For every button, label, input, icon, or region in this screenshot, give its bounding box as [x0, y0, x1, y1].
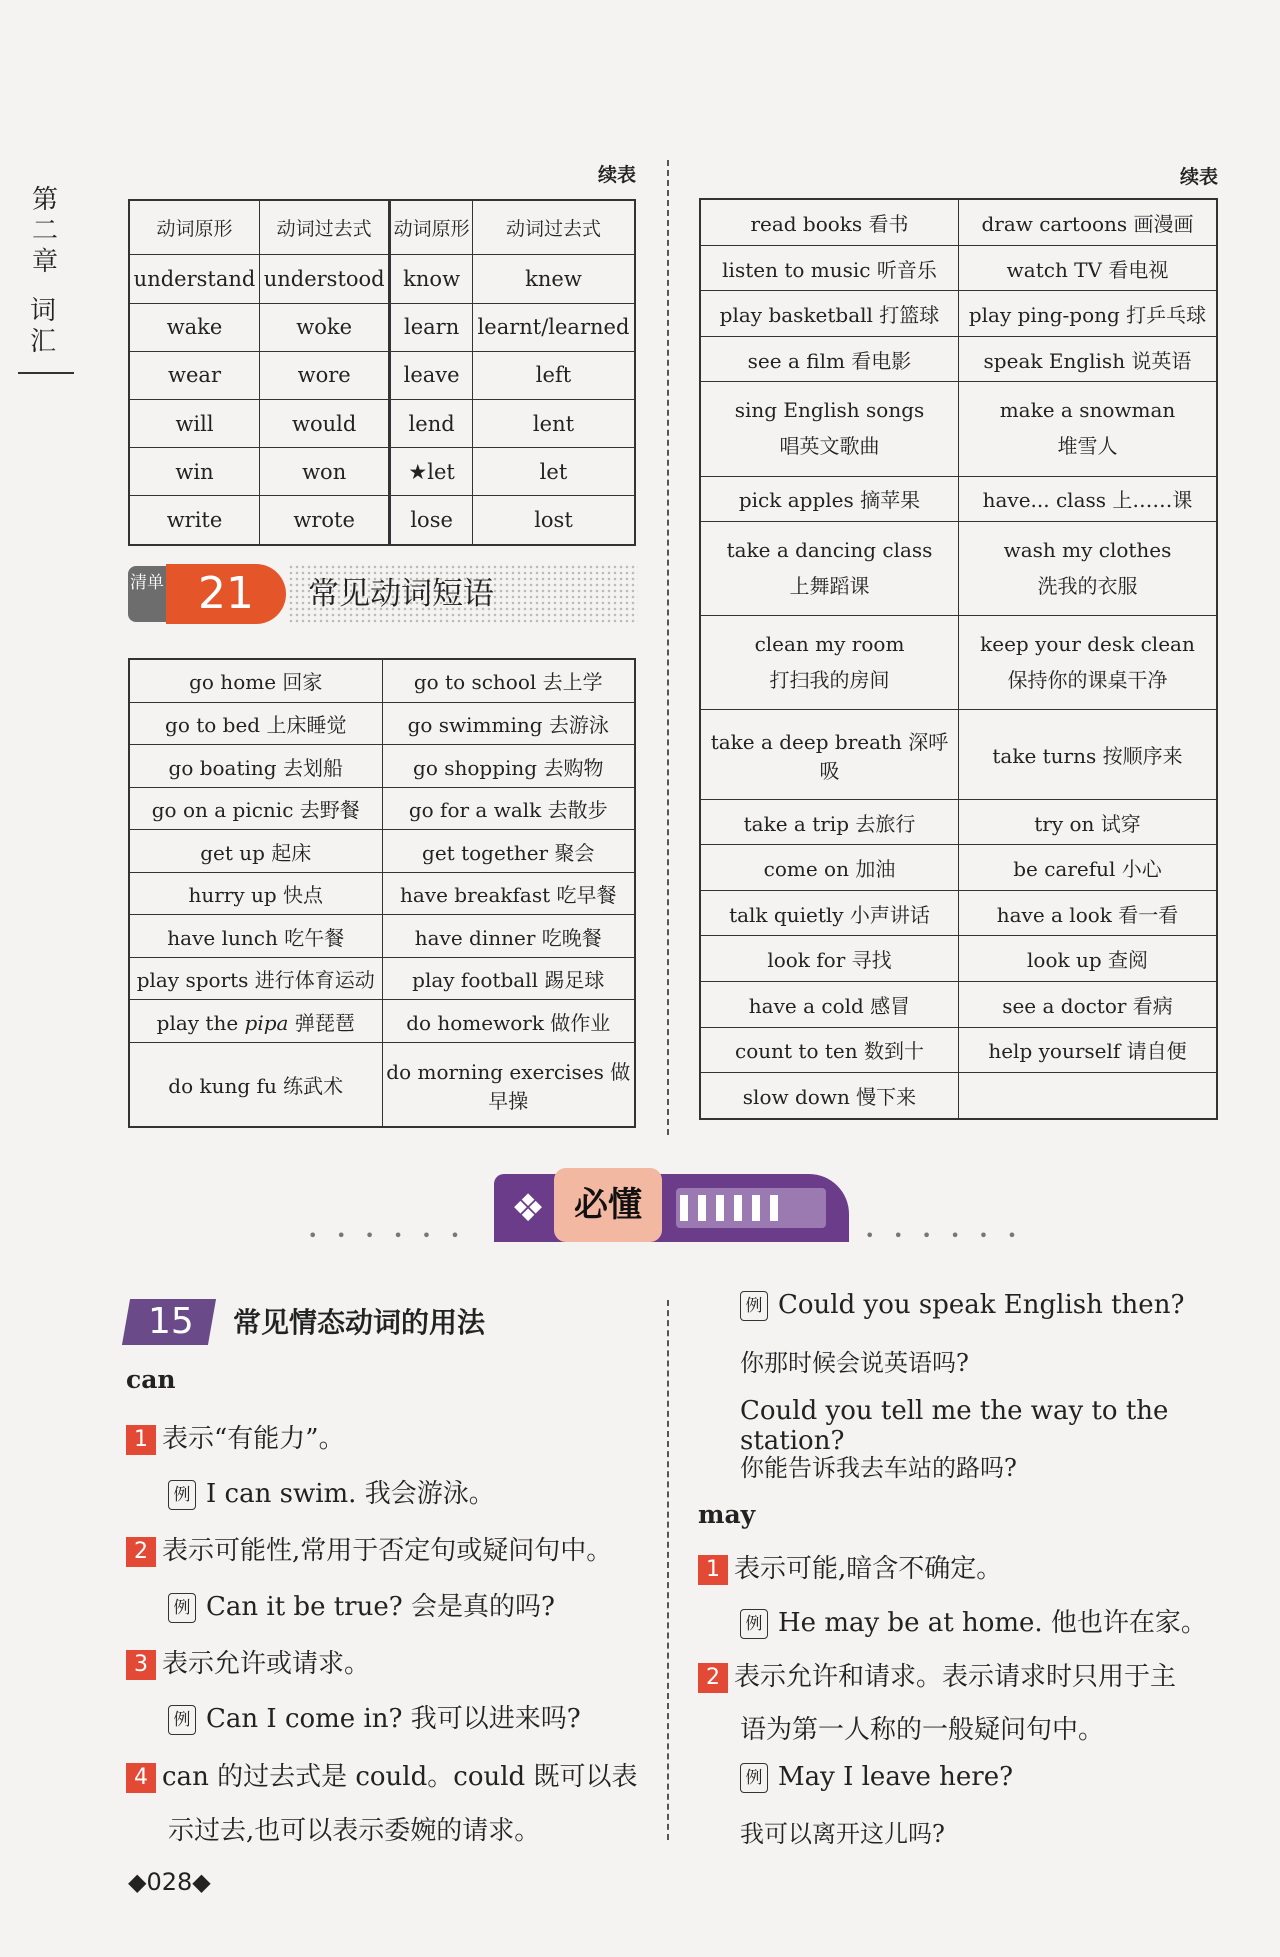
table-cell: go for a walk 去散步 — [382, 787, 635, 830]
table-row — [700, 382, 1217, 476]
can-example-2 — [168, 1586, 555, 1623]
item-number: 1 — [698, 1555, 728, 1585]
item-text: 表示允许和请求。表示请求时只用于主 — [734, 1662, 1177, 1692]
table-cell: learn — [390, 303, 473, 351]
can-heading: can — [126, 1365, 176, 1394]
table-row — [129, 448, 635, 496]
table-row — [700, 476, 1217, 522]
table-cell: learnt/learned — [472, 303, 635, 351]
table-row — [700, 616, 1217, 710]
table-cell: try on 试穿 — [959, 799, 1218, 845]
may-example-2 — [740, 1762, 1013, 1793]
table-cell: take a dancing class 上舞蹈课 — [700, 522, 959, 616]
table-cell: take turns 按顺序来 — [959, 710, 1218, 800]
table-cell: have dinner 吃晚餐 — [382, 915, 635, 958]
list-banner — [128, 564, 638, 624]
table-cell: play football 踢足球 — [382, 957, 635, 1000]
section-title: 常见情态动词的用法 — [233, 1306, 486, 1339]
table-row — [700, 522, 1217, 616]
item-text: 表示允许或请求。 — [162, 1649, 371, 1679]
table-row — [700, 1073, 1217, 1119]
table-header-row — [129, 200, 635, 255]
table-cell: get together 聚会 — [382, 830, 635, 873]
item-text: 表示可能,暗含不确定。 — [734, 1554, 1003, 1584]
table-row — [129, 399, 635, 447]
table-cell: lent — [472, 399, 635, 447]
side-rule — [18, 372, 74, 374]
can-item-4-cont: 示过去,也可以表示委婉的请求。 — [168, 1816, 541, 1846]
bidong-subtitle-decor — [676, 1188, 826, 1228]
banner-dots-right: •••••• — [865, 1226, 1036, 1245]
table-row — [129, 872, 635, 915]
table-cell: see a doctor 看病 — [959, 981, 1218, 1027]
table-cell: do morning exercises 做早操 — [382, 1043, 635, 1128]
table-cell: lend — [390, 399, 473, 447]
table-row — [700, 799, 1217, 845]
table-cell: make a snowman 堆雪人 — [959, 382, 1218, 476]
table-cell: look for 寻找 — [700, 936, 959, 982]
item-text: can 的过去式是 could。could 既可以表 — [162, 1762, 638, 1792]
list-tag: 清单 — [128, 566, 166, 622]
table-cell: understand — [129, 255, 260, 303]
table-row — [129, 702, 635, 745]
continued-label-right: 续表 — [1180, 166, 1219, 188]
table-cell: woke — [260, 303, 390, 351]
could-example-2-cn: 你能告诉我去车站的路吗? — [740, 1454, 1017, 1482]
item-number: 1 — [126, 1425, 156, 1455]
table-cell — [959, 1073, 1218, 1119]
table-row — [700, 845, 1217, 891]
table-cell: play the pipa 弹琵琶 — [129, 1000, 382, 1043]
table-cell: would — [260, 399, 390, 447]
table-cell: left — [472, 351, 635, 399]
table-row — [129, 787, 635, 830]
table-cell: go swimming 去游泳 — [382, 702, 635, 745]
table-cell: go on a picnic 去野餐 — [129, 787, 382, 830]
table-row — [700, 936, 1217, 982]
table-cell: come on 加油 — [700, 845, 959, 891]
table-cell: hurry up 快点 — [129, 872, 382, 915]
table-cell: won — [260, 448, 390, 496]
may-item-2 — [698, 1656, 1176, 1693]
table-cell: play ping-pong 打乒乓球 — [959, 291, 1218, 337]
table-cell: keep your desk clean 保持你的课桌干净 — [959, 616, 1218, 710]
bidong-title: 必懂 — [554, 1168, 662, 1242]
table-row — [129, 496, 635, 545]
continued-label-left: 续表 — [598, 164, 637, 186]
table-row — [129, 957, 635, 1000]
table-cell: read books 看书 — [700, 199, 959, 245]
item-number: 2 — [698, 1663, 728, 1693]
item-text: 表示可能性,常用于否定句或疑问句中。 — [162, 1536, 613, 1566]
banner-dots-left: •••••• — [308, 1226, 479, 1245]
phrase-table-left — [128, 658, 636, 1128]
could-example-1 — [740, 1290, 1184, 1321]
phrase-table-right — [699, 198, 1218, 1120]
example-text: May I leave here? — [778, 1762, 1014, 1792]
table-cell: clean my room 打扫我的房间 — [700, 616, 959, 710]
item-text: 表示“有能力”。 — [162, 1424, 345, 1454]
table-header-cell: 动词原形 — [129, 200, 260, 255]
table-cell: have a cold 感冒 — [700, 981, 959, 1027]
example-text: Can I come in? 我可以进来吗? — [206, 1704, 581, 1734]
can-example-1 — [168, 1473, 495, 1510]
table-cell: have breakfast 吃早餐 — [382, 872, 635, 915]
table-cell: see a film 看电影 — [700, 336, 959, 382]
column-divider-bottom — [667, 1300, 669, 1840]
list-title: 常见动词短语 — [288, 564, 638, 624]
table-cell: lost — [472, 496, 635, 545]
page-number: ◆028◆ — [128, 1868, 211, 1896]
can-item-3 — [126, 1643, 370, 1680]
table-cell: be careful 小心 — [959, 845, 1218, 891]
example-tag: 例 — [168, 1705, 196, 1735]
table-cell: take a deep breath 深呼吸 — [700, 710, 959, 800]
table-row — [700, 710, 1217, 800]
table-cell: wake — [129, 303, 260, 351]
table-row — [129, 745, 635, 788]
table-cell: do homework 做作业 — [382, 1000, 635, 1043]
table-cell: go to bed 上床睡觉 — [129, 702, 382, 745]
table-header-cell: 动词过去式 — [472, 200, 635, 255]
table-cell: take a trip 去旅行 — [700, 799, 959, 845]
example-text: Could you speak English then? — [778, 1290, 1185, 1320]
table-row — [129, 915, 635, 958]
table-cell: get up 起床 — [129, 830, 382, 873]
chapter-side-tab — [28, 185, 65, 374]
table-row — [700, 245, 1217, 291]
example-tag: 例 — [740, 1291, 768, 1321]
example-text: I can swim. 我会游泳。 — [206, 1479, 495, 1509]
table-cell: play basketball 打篮球 — [700, 291, 959, 337]
may-example-2-cn: 我可以离开这儿吗? — [740, 1820, 945, 1848]
table-cell: wear — [129, 351, 260, 399]
example-text: He may be at home. 他也许在家。 — [778, 1608, 1207, 1638]
table-header-cell: 动词过去式 — [260, 200, 390, 255]
table-cell: knew — [472, 255, 635, 303]
page-number-text: 028 — [146, 1868, 193, 1896]
table-cell: will — [129, 399, 260, 447]
may-item-1 — [698, 1548, 1002, 1585]
table-cell: write — [129, 496, 260, 545]
table-cell: wrote — [260, 496, 390, 545]
table-row — [700, 336, 1217, 382]
item-number: 4 — [126, 1763, 156, 1793]
table-cell: go boating 去划船 — [129, 745, 382, 788]
table-cell: win — [129, 448, 260, 496]
table-cell: slow down 慢下来 — [700, 1073, 959, 1119]
table-row — [129, 659, 635, 702]
table-cell: sing English songs 唱英文歌曲 — [700, 382, 959, 476]
table-cell: have a look 看一看 — [959, 890, 1218, 936]
table-cell: play sports 进行体育运动 — [129, 957, 382, 1000]
table-row — [700, 291, 1217, 337]
table-row — [129, 255, 635, 303]
table-cell: leave — [390, 351, 473, 399]
table-row — [700, 981, 1217, 1027]
table-cell: listen to music 听音乐 — [700, 245, 959, 291]
table-row — [129, 1000, 635, 1043]
table-row — [129, 830, 635, 873]
may-example-1 — [740, 1602, 1207, 1639]
table-cell: understood — [260, 255, 390, 303]
table-row — [700, 890, 1217, 936]
column-divider-top — [667, 160, 669, 1135]
can-item-1 — [126, 1418, 345, 1455]
table-cell: watch TV 看电视 — [959, 245, 1218, 291]
table-cell: let — [472, 448, 635, 496]
knot-icon: ❖ — [510, 1186, 546, 1230]
table-cell: go home 回家 — [129, 659, 382, 702]
verb-past-tense-table — [128, 199, 636, 546]
chapter-label: 第二章 — [31, 185, 58, 277]
table-header-cell: 动词原形 — [390, 200, 473, 255]
table-row — [129, 351, 635, 399]
can-item-4 — [126, 1756, 637, 1793]
table-cell: have... class 上……课 — [959, 476, 1218, 522]
table-cell: go shopping 去购物 — [382, 745, 635, 788]
table-cell: go to school 去上学 — [382, 659, 635, 702]
section-number: 15 — [148, 1301, 194, 1342]
table-cell: count to ten 数到十 — [700, 1027, 959, 1073]
table-cell: draw cartoons 画漫画 — [959, 199, 1218, 245]
table-cell: wash my clothes 洗我的衣服 — [959, 522, 1218, 616]
may-heading: may — [698, 1500, 756, 1529]
table-cell: lose — [390, 496, 473, 545]
item-number: 3 — [126, 1650, 156, 1680]
table-cell: have lunch 吃午餐 — [129, 915, 382, 958]
table-row — [129, 1043, 635, 1128]
table-cell: look up 查阅 — [959, 936, 1218, 982]
table-cell: talk quietly 小声讲话 — [700, 890, 959, 936]
could-example-1-cn: 你那时候会说英语吗? — [740, 1349, 969, 1377]
table-cell: pick apples 摘苹果 — [700, 476, 959, 522]
table-row — [700, 199, 1217, 245]
example-tag: 例 — [740, 1609, 768, 1639]
example-tag: 例 — [740, 1763, 768, 1793]
table-row — [700, 1027, 1217, 1073]
item-number: 2 — [126, 1537, 156, 1567]
may-item-2-cont: 语为第一人称的一般疑问句中。 — [740, 1715, 1105, 1745]
example-text: Can it be true? 会是真的吗? — [206, 1592, 555, 1622]
example-tag: 例 — [168, 1480, 196, 1510]
table-cell: ★let — [390, 448, 473, 496]
list-number: 21 — [166, 564, 286, 624]
table-cell: wore — [260, 351, 390, 399]
table-cell: know — [390, 255, 473, 303]
can-item-2 — [126, 1530, 612, 1567]
table-row — [129, 303, 635, 351]
example-tag: 例 — [168, 1593, 196, 1623]
table-cell: speak English 说英语 — [959, 336, 1218, 382]
section-label: 词汇 — [30, 296, 65, 357]
could-example-2: Could you tell me the way to the station? — [740, 1396, 1169, 1456]
table-cell: help yourself 请自便 — [959, 1027, 1218, 1073]
can-example-3 — [168, 1698, 581, 1735]
section-number-badge — [126, 1299, 226, 1345]
bidong-banner — [494, 1174, 849, 1242]
table-cell: do kung fu 练武术 — [129, 1043, 382, 1128]
